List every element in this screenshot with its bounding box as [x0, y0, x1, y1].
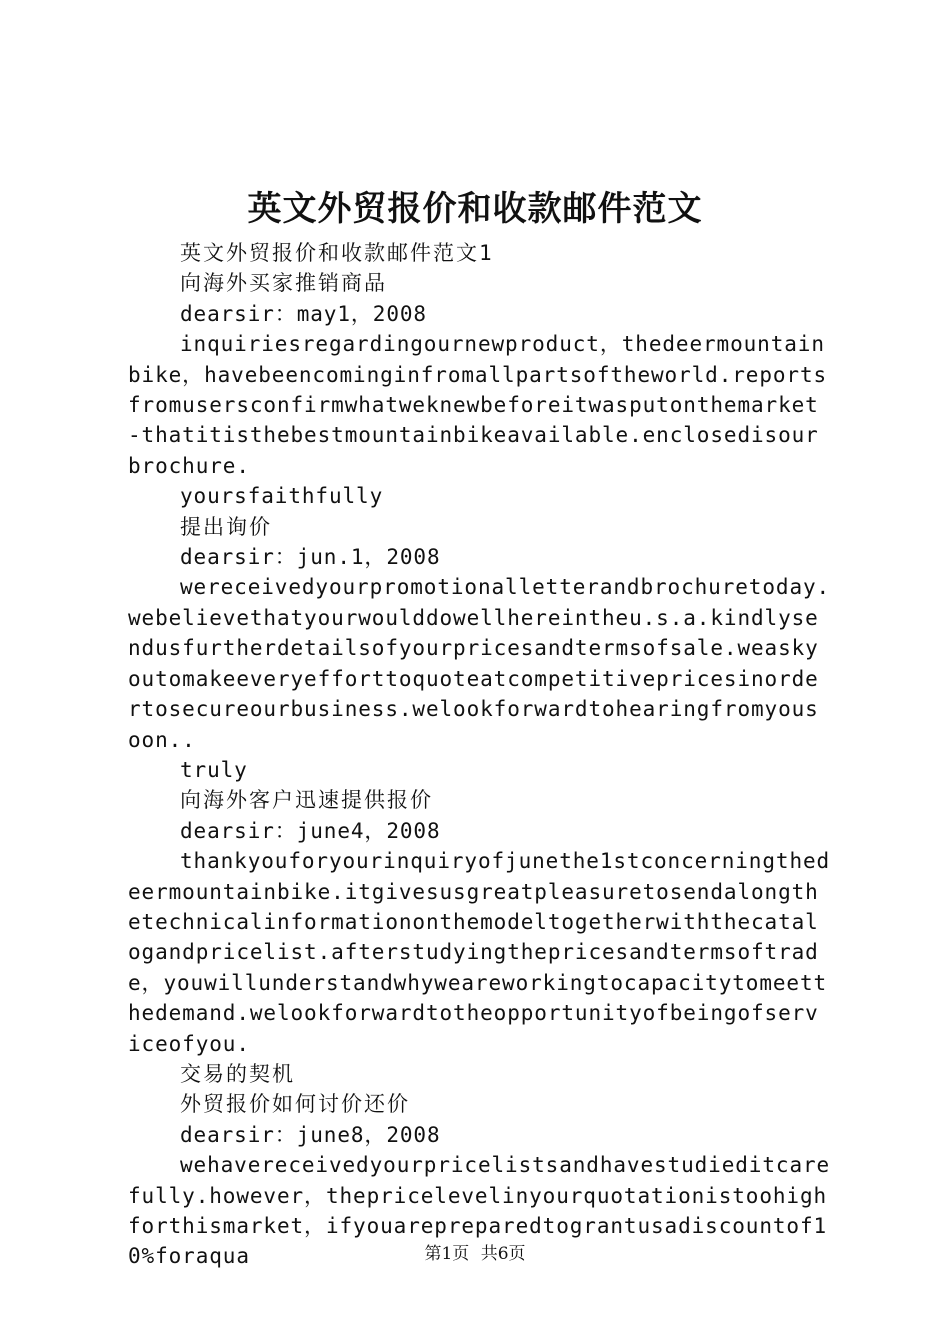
document-paragraph: wereceivedyourpromotionalletterandbrochuretoday.webelievethatyourwoulddowellhereintheu.s.a.kindlysendusfurtherdetailsofyourpricesandtermsofsale.weaskyoutomakeeveryefforttoquoteatcompetitivepricesinordertosecureourbusiness.welookforwardtohearingfromyousoon..	[128, 575, 831, 752]
document-paragraph: dearsir：may1，2008	[180, 301, 427, 326]
document-paragraph: yoursfaithfully	[180, 484, 384, 509]
page-total: 共6页	[480, 1244, 526, 1264]
document-paragraph: wehavereceivedyourpricelistsandhavestudieditcarefully.however，thepricelevelinyourquotationistoohighforthismarket，ifyouarepreparedtograntusadiscountof10%foraqua	[128, 1153, 831, 1269]
document-paragraph: 外贸报价如何讨价还价	[180, 1092, 410, 1117]
page-number: 第1页	[424, 1244, 470, 1264]
document-title: 英文外贸报价和收款邮件范文	[247, 189, 703, 229]
document-paragraph: thankyouforyourinquiryofjunethe1stconcerningthedeermountainbike.itgivesusgreatpleasuretosendalongthetechnicalinformationonthemodeltogetherwiththecatalogandpricelist.afterstudyingthepricesandtermsoftrade，youwillunderstandwhyweareworkingtocapacitytomeetthedemand.welookforwardtotheopportunityofbeingofserviceofyou.	[128, 849, 831, 1056]
document-paragraph: dearsir：jun.1，2008	[180, 545, 441, 570]
document-paragraph: 向海外买家推销商品	[180, 271, 387, 296]
document-paragraph: dearsir：june4，2008	[180, 818, 441, 843]
document-body	[128, 238, 832, 1272]
document-paragraph: inquiriesregardingournewproduct，thedeermountainbike，havebeencominginfromallpartsoftheworld.reportsfromusersconfirmwhatweknewbeforeitwasputonthemarket-thatitisthebestmountainbikeavailable.enclosedisourbrochure.	[128, 332, 828, 478]
document-paragraph: 提出询价	[180, 514, 272, 539]
document-paragraph: truly	[180, 757, 248, 782]
document-paragraph: 英文外贸报价和收款邮件范文1	[180, 241, 494, 265]
page-footer	[0, 1242, 950, 1266]
document-paragraph: 向海外客户迅速提供报价	[180, 788, 433, 813]
document-paragraph: 交易的契机	[180, 1061, 295, 1086]
document-paragraph: dearsir：june8，2008	[180, 1122, 441, 1147]
